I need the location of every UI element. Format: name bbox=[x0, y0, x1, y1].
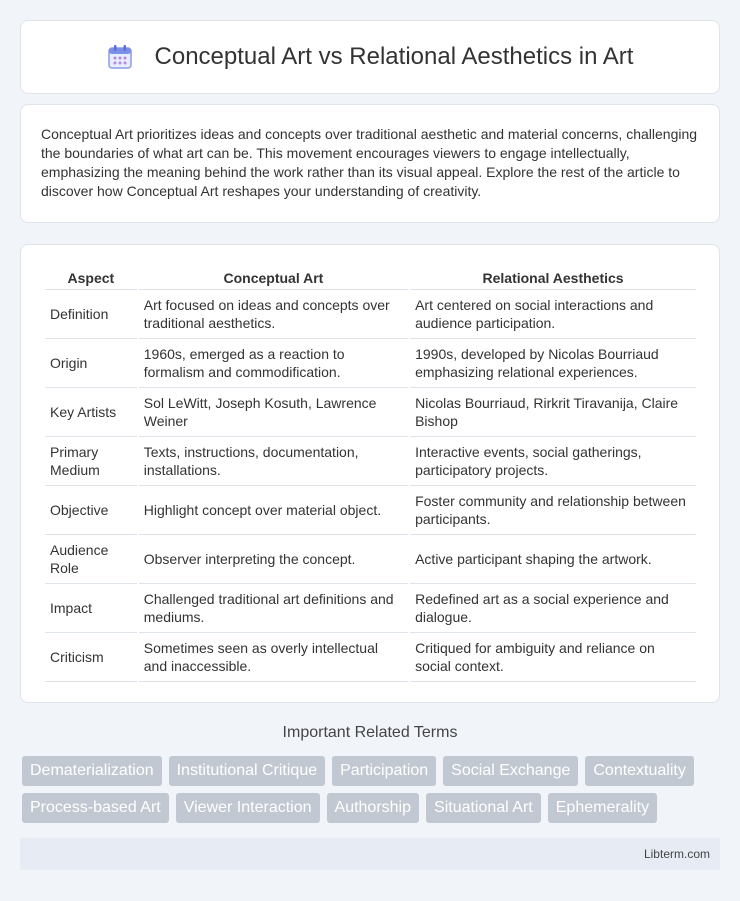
cell-aspect: Impact bbox=[45, 584, 137, 633]
cell-aspect: Objective bbox=[45, 486, 137, 535]
related-term-tag[interactable]: Viewer Interaction bbox=[176, 793, 320, 823]
related-term-tag[interactable]: Dematerialization bbox=[22, 756, 162, 786]
table-row bbox=[45, 486, 696, 535]
header-card bbox=[20, 20, 720, 94]
cell-conceptual-art: Observer interpreting the concept. bbox=[139, 535, 408, 584]
cell-conceptual-art: Sometimes seen as overly intellectual and inaccessible. bbox=[139, 633, 408, 682]
column-header-conceptual-art: Conceptual Art bbox=[139, 265, 408, 290]
cell-conceptual-art: 1960s, emerged as a reaction to formalism and commodification. bbox=[139, 339, 408, 388]
table-row bbox=[45, 437, 696, 486]
column-header-relational-aesthetics: Relational Aesthetics bbox=[410, 265, 696, 290]
related-term-tag[interactable]: Institutional Critique bbox=[169, 756, 326, 786]
footer bbox=[20, 838, 720, 870]
related-term-tag[interactable]: Contextuality bbox=[585, 756, 694, 786]
cell-conceptual-art: Art focused on ideas and concepts over traditional aesthetics. bbox=[139, 290, 408, 339]
page-title: Conceptual Art vs Relational Aesthetics in Art bbox=[154, 43, 634, 70]
cell-relational-aesthetics: Active participant shaping the artwork. bbox=[410, 535, 696, 584]
comparison-table bbox=[43, 265, 698, 682]
cell-relational-aesthetics: Critiqued for ambiguity and reliance on social context. bbox=[410, 633, 696, 682]
cell-aspect: Primary Medium bbox=[45, 437, 137, 486]
table-row bbox=[45, 633, 696, 682]
table-row bbox=[45, 388, 696, 437]
related-term-tag[interactable]: Ephemerality bbox=[548, 793, 657, 823]
cell-relational-aesthetics: Redefined art as a social experience and dialogue. bbox=[410, 584, 696, 633]
related-terms-title: Important Related Terms bbox=[282, 724, 458, 741]
table-row bbox=[45, 290, 696, 339]
related-term-tag[interactable]: Social Exchange bbox=[443, 756, 578, 786]
related-term-tag[interactable]: Situational Art bbox=[426, 793, 541, 823]
cell-aspect: Definition bbox=[45, 290, 137, 339]
column-header-aspect: Aspect bbox=[45, 265, 137, 290]
intro-card bbox=[20, 104, 720, 223]
table-header-row bbox=[45, 265, 696, 290]
related-terms-list bbox=[22, 756, 722, 830]
table-row bbox=[45, 339, 696, 388]
cell-conceptual-art: Sol LeWitt, Joseph Kosuth, Lawrence Weiner bbox=[139, 388, 408, 437]
cell-relational-aesthetics: Art centered on social interactions and audience participation. bbox=[410, 290, 696, 339]
cell-conceptual-art: Texts, instructions, documentation, installations. bbox=[139, 437, 408, 486]
cell-relational-aesthetics: Interactive events, social gatherings, participatory projects. bbox=[410, 437, 696, 486]
cell-aspect: Key Artists bbox=[45, 388, 137, 437]
cell-conceptual-art: Challenged traditional art definitions and mediums. bbox=[139, 584, 408, 633]
cell-relational-aesthetics: Foster community and relationship between participants. bbox=[410, 486, 696, 535]
calendar-icon bbox=[107, 44, 133, 70]
cell-relational-aesthetics: Nicolas Bourriaud, Rirkrit Tiravanija, Claire Bishop bbox=[410, 388, 696, 437]
table-row bbox=[45, 535, 696, 584]
related-term-tag[interactable]: Authorship bbox=[327, 793, 420, 823]
related-term-tag[interactable]: Process-based Art bbox=[22, 793, 169, 823]
footer-site-link[interactable]: Libterm.com bbox=[643, 847, 710, 861]
table-row bbox=[45, 584, 696, 633]
comparison-table-card bbox=[20, 244, 720, 703]
cell-aspect: Criticism bbox=[45, 633, 137, 682]
cell-aspect: Audience Role bbox=[45, 535, 137, 584]
cell-conceptual-art: Highlight concept over material object. bbox=[139, 486, 408, 535]
cell-relational-aesthetics: 1990s, developed by Nicolas Bourriaud emphasizing relational experiences. bbox=[410, 339, 696, 388]
related-term-tag[interactable]: Participation bbox=[332, 756, 436, 786]
cell-aspect: Origin bbox=[45, 339, 137, 388]
intro-text: Conceptual Art prioritizes ideas and concepts over traditional aesthetic and material concerns, challenging the boundaries of what art can be. This movement encourages viewers to engage intellectually, emphasizing the meaning behind the work rather than its visual appeal. Explore the rest of the article to discover how Conceptual Art reshapes your understanding of creativity. bbox=[41, 126, 698, 199]
